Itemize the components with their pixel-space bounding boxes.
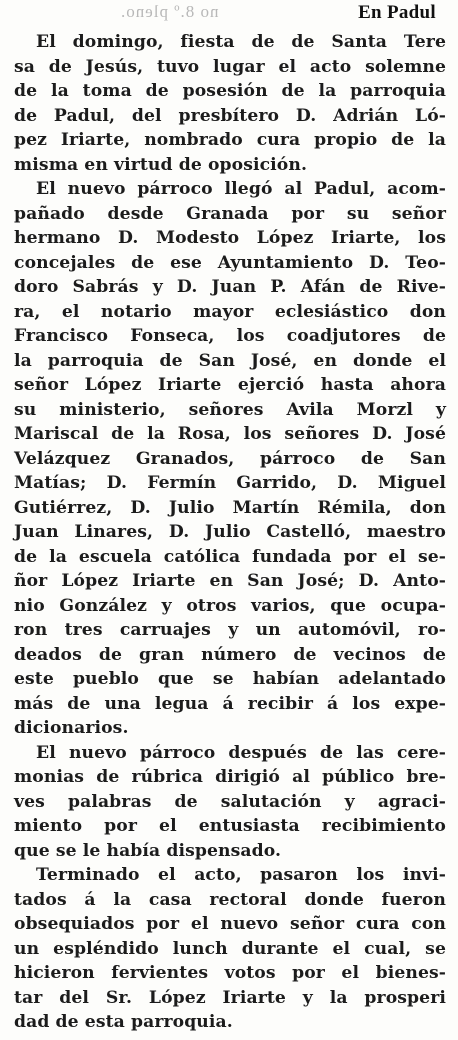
text-line: un espléndido lunch durante el cual, se xyxy=(14,938,446,959)
text-line: de Padul, del presbítero D. Adrián Ló- xyxy=(14,105,446,126)
text-line: miento por el entusiasta recibimiento xyxy=(14,816,446,836)
text-line: Velázquez Granados, párroco de San xyxy=(14,448,446,469)
text-line: señor López Iriarte ejerció hasta ahora xyxy=(14,375,446,395)
text-line: monias de rúbrica dirigió al público bre- xyxy=(14,767,446,787)
text-line: pañado desde Granada por su señor xyxy=(14,203,446,224)
text-line: ves palabras de salutación y agraci- xyxy=(14,791,446,812)
text-line: dicionarios. xyxy=(14,718,129,738)
text-line: Gutiérrez, D. Julio Martín Rémila, don xyxy=(14,497,446,518)
text-line: más de una legua á recibir á los expe- xyxy=(14,693,446,714)
text-line: de la escuela católica fundada por el se- xyxy=(14,546,446,567)
text-line: obsequiados por el nuevo señor cura con xyxy=(14,914,446,934)
text-line: doro Sabrás y D. Juan P. Afán de Rive- xyxy=(14,277,446,297)
text-line: nio González y otros varios, que ocupa- xyxy=(14,595,446,616)
text-line: El nuevo párroco después de las cere- xyxy=(36,742,446,763)
text-line: El domingo, fiesta de de Santa Tere xyxy=(36,32,446,52)
text-line: sa de Jesús, tuvo lugar el acto solemne xyxy=(14,56,446,77)
text-line: de la toma de posesión de la parroquia xyxy=(14,81,446,101)
text-line: El nuevo párroco llegó al Padul, acom- xyxy=(36,179,446,199)
text-line: Francisco Fonseca, los coadjutores de xyxy=(14,326,446,346)
article-body xyxy=(14,30,446,1035)
text-line: este pueblo que se habían adelantado xyxy=(14,669,446,689)
text-line: concejales de ese Ayuntamiento D. Teo- xyxy=(14,252,446,273)
text-line: dad de esta parroquia. xyxy=(14,1012,233,1032)
text-line: tados á la casa rectoral donde fueron xyxy=(14,889,446,910)
text-line: ra, el notario mayor eclesiástico don xyxy=(14,301,446,322)
text-line: hermano D. Modesto López Iriarte, los xyxy=(14,228,446,248)
text-line: tar del Sr. López Iriarte y la prosperi xyxy=(14,987,446,1008)
text-line: misma en virtud de oposición. xyxy=(14,154,308,175)
section-heading: En Padul xyxy=(358,2,436,23)
text-line: Mariscal de la Rosa, los señores D. José xyxy=(14,424,446,444)
text-line: hicieron fervientes votos por el bienes- xyxy=(14,963,446,983)
text-line: pez Iriarte, nombrado cura propio de la xyxy=(14,130,446,150)
text-line: que se le había dispensado. xyxy=(14,840,282,861)
text-line: su ministerio, señores Avila Morzl y xyxy=(14,399,446,420)
text-line: ron tres carruajes y un automóvil, ro- xyxy=(14,620,446,640)
text-line: la parroquia de San José, en donde el xyxy=(14,350,446,371)
text-line: Juan Linares, D. Julio Castelló, maestro xyxy=(14,522,446,542)
text-line: ñor López Iriarte en San José; D. Anto- xyxy=(14,571,446,591)
text-line: Matías; D. Fermín Garrido, D. Miguel xyxy=(14,473,446,493)
text-line: deados de gran número de vecinos de xyxy=(14,644,446,665)
bleed-through-text: no 8.º pleno. xyxy=(120,2,219,21)
text-line: Terminado el acto, pasaron los invi- xyxy=(36,865,446,885)
